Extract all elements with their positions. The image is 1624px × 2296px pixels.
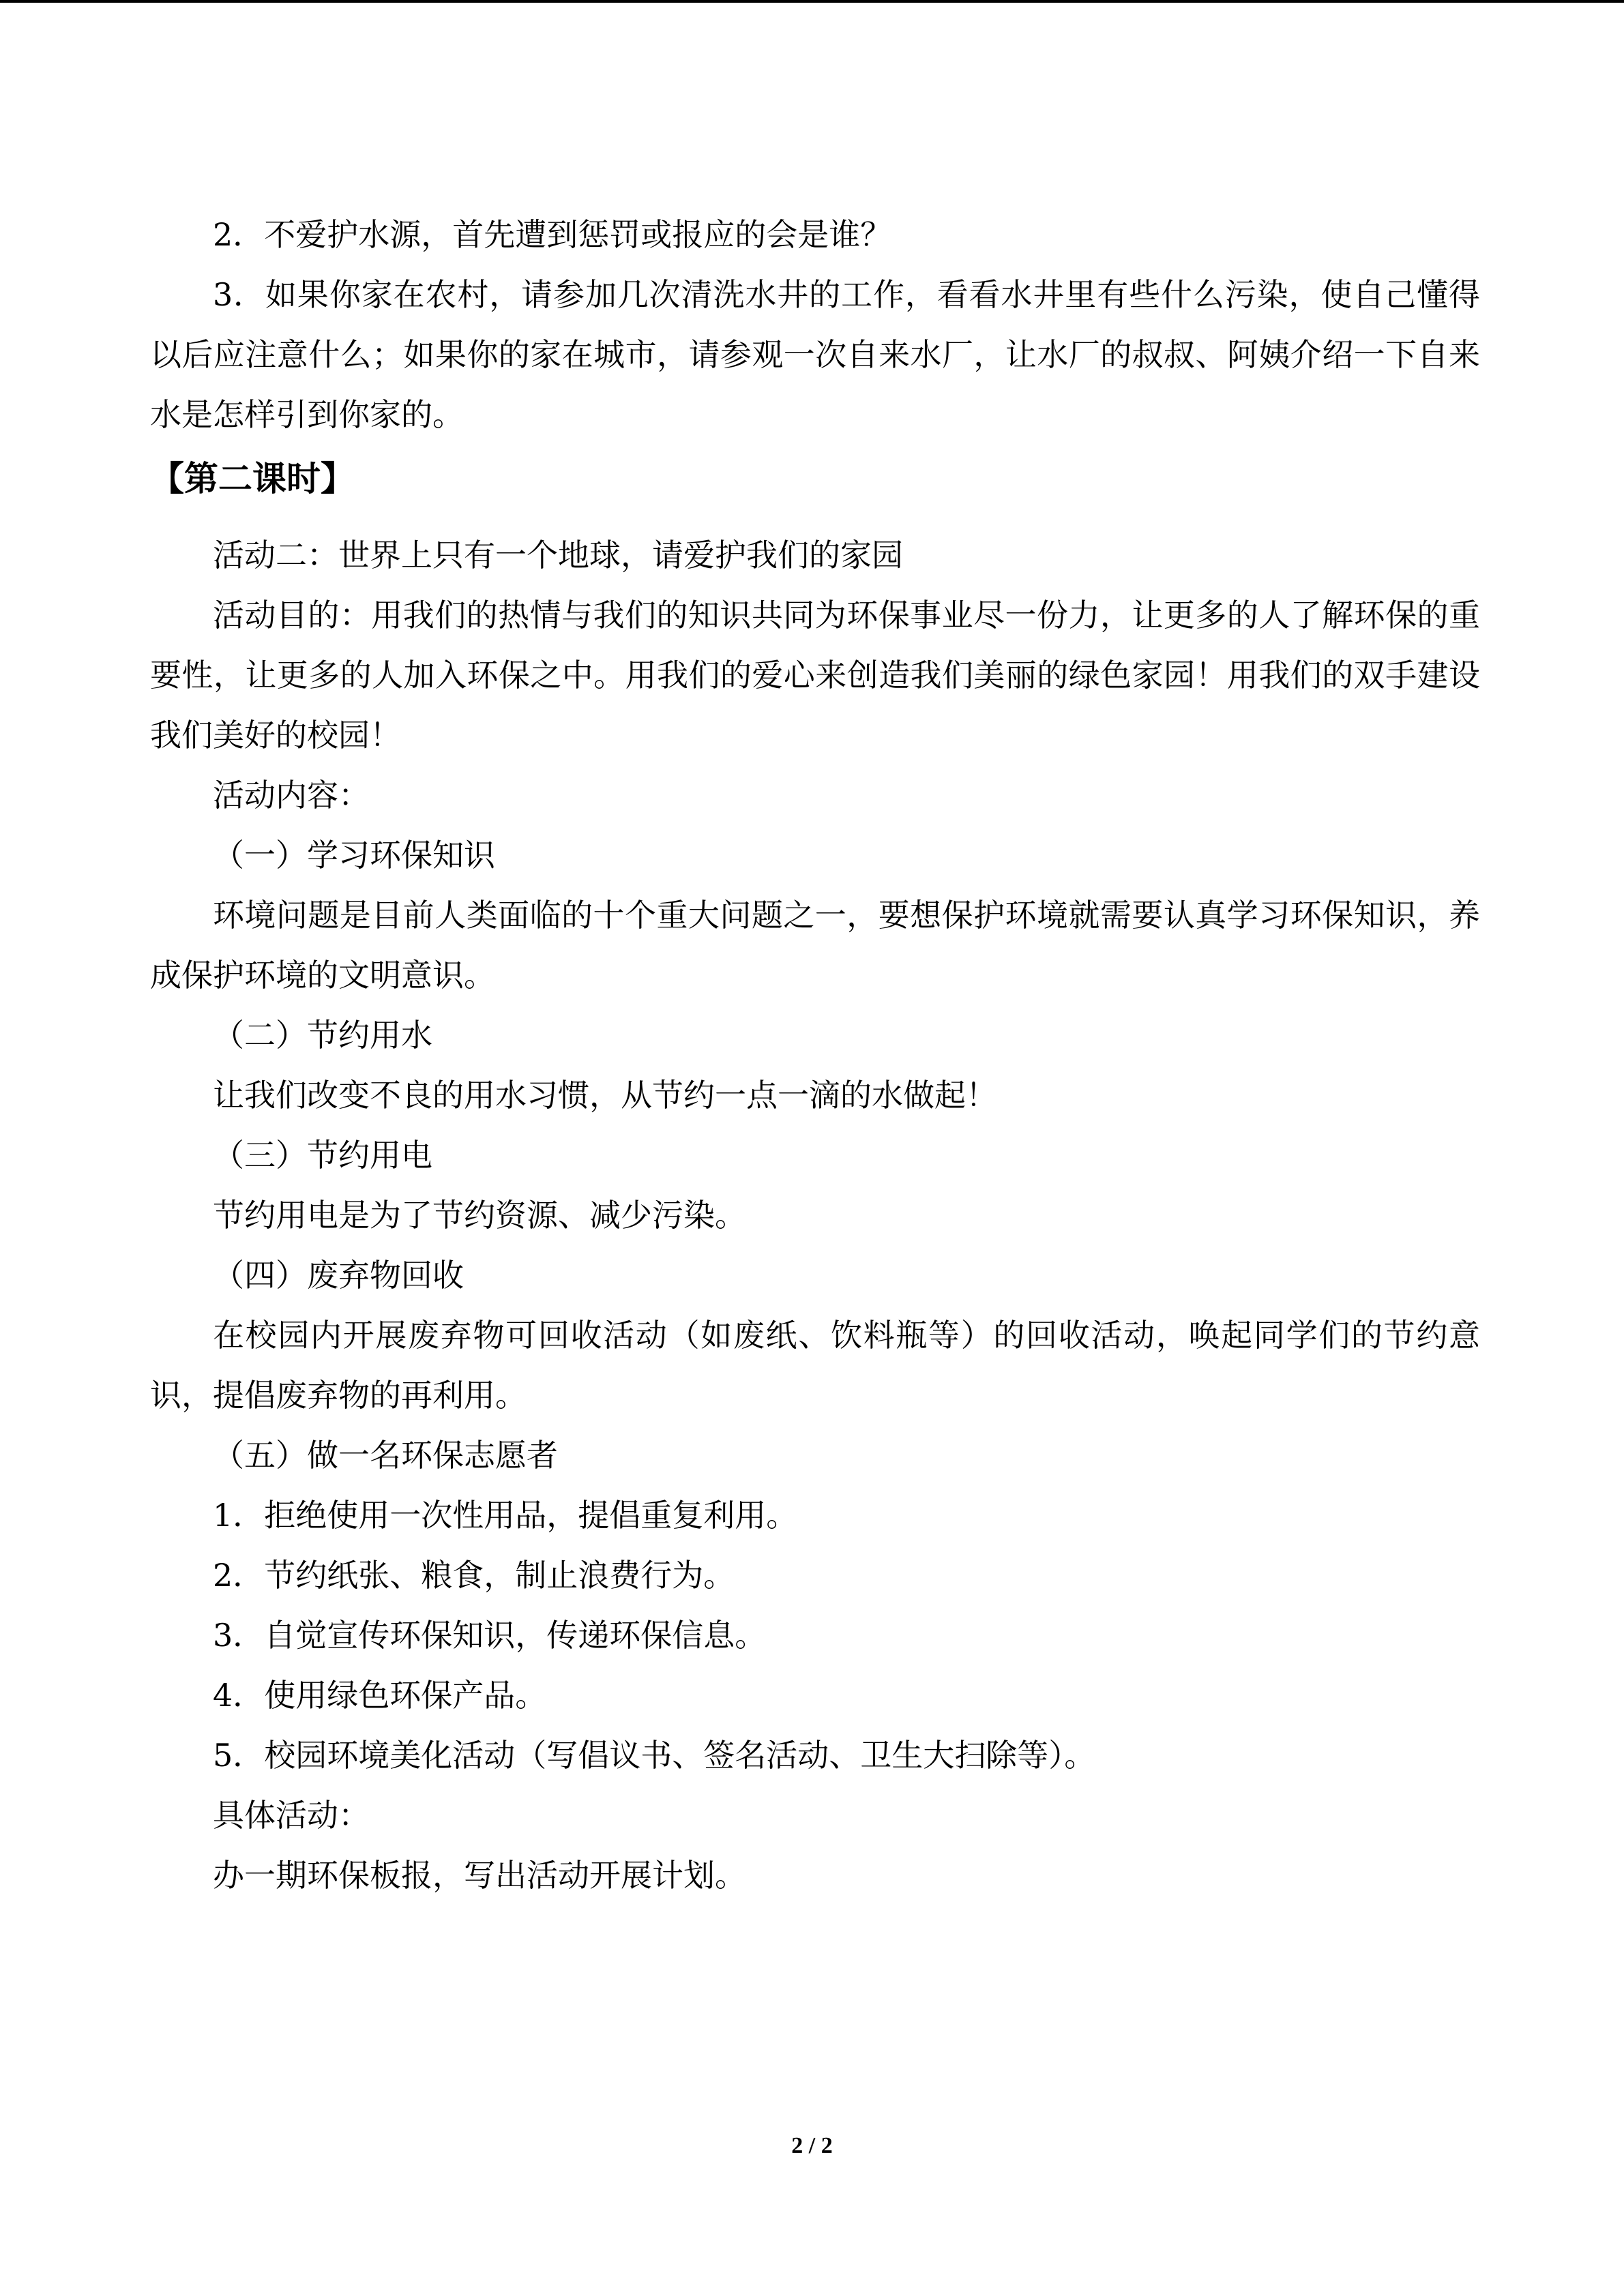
section-heading: 【第二课时】 [150,459,355,498]
subsection-3-title: （三）节约用电 [213,1137,432,1174]
volunteer-item-4: 4．使用绿色环保产品。 [213,1677,547,1714]
subsection-4-title: （四）废弃物回收 [213,1257,464,1294]
subsection-1-text: 环境问题是目前人类面临的十个重大问题之一，要想保护环境就需要认真学习环保知识，养成保护环境的文明意识。 [150,897,1480,994]
activity-title: 活动二：世界上只有一个地球，请爱护我们的家园 [213,537,903,573]
paragraph-question-3: 3．如果你家在农村，请参加几次清洗水井的工作，看看水井里有些什么污染，使自己懂得以后应注意什么；如果你的家在城市，请参观一次自来水厂，让水厂的叔叔、阿姨介绍一下自来水是怎样引到你家的。 [150,276,1480,433]
subsection-2-title: （二）节约用水 [213,1017,432,1054]
paragraph-question-2: 2．不爱护水源，首先遭到惩罚或报应的会是谁？ [213,216,892,253]
volunteer-item-5: 5．校园环境美化活动（写倡议书、签名活动、卫生大扫除等）。 [213,1737,1096,1774]
specific-activity-label: 具体活动： [213,1797,370,1834]
volunteer-item-2: 2．节约纸张、粮食，制止浪费行为。 [213,1557,735,1594]
page-top-border [0,0,1624,3]
specific-activity-text: 办一期环保板报，写出活动开展计划。 [213,1857,746,1894]
document-body [150,205,1480,1905]
activity-content-label: 活动内容： [213,777,370,814]
volunteer-item-3: 3．自觉宣传环保知识，传递环保信息。 [213,1617,767,1654]
subsection-5-title: （五）做一名环保志愿者 [213,1437,558,1474]
activity-purpose: 活动目的：用我们的热情与我们的知识共同为环保事业尽一份力，让更多的人了解环保的重要性，让更多的人加入环保之中。用我们的爱心来创造我们美丽的绿色家园！用我们的双手建设我们美好的校园！ [150,597,1480,754]
subsection-1-title: （一）学习环保知识 [213,837,495,874]
volunteer-item-1: 1．拒绝使用一次性用品，提倡重复利用。 [213,1497,798,1534]
subsection-3-text: 节约用电是为了节约资源、减少污染。 [213,1197,746,1234]
subsection-4-text: 在校园内开展废弃物可回收活动（如废纸、饮料瓶等）的回收活动，唤起同学们的节约意识，提倡废弃物的再利用。 [150,1317,1480,1414]
page-number: 2 / 2 [791,2133,833,2158]
subsection-2-text: 让我们改变不良的用水习惯，从节约一点一滴的水做起！ [213,1077,997,1114]
